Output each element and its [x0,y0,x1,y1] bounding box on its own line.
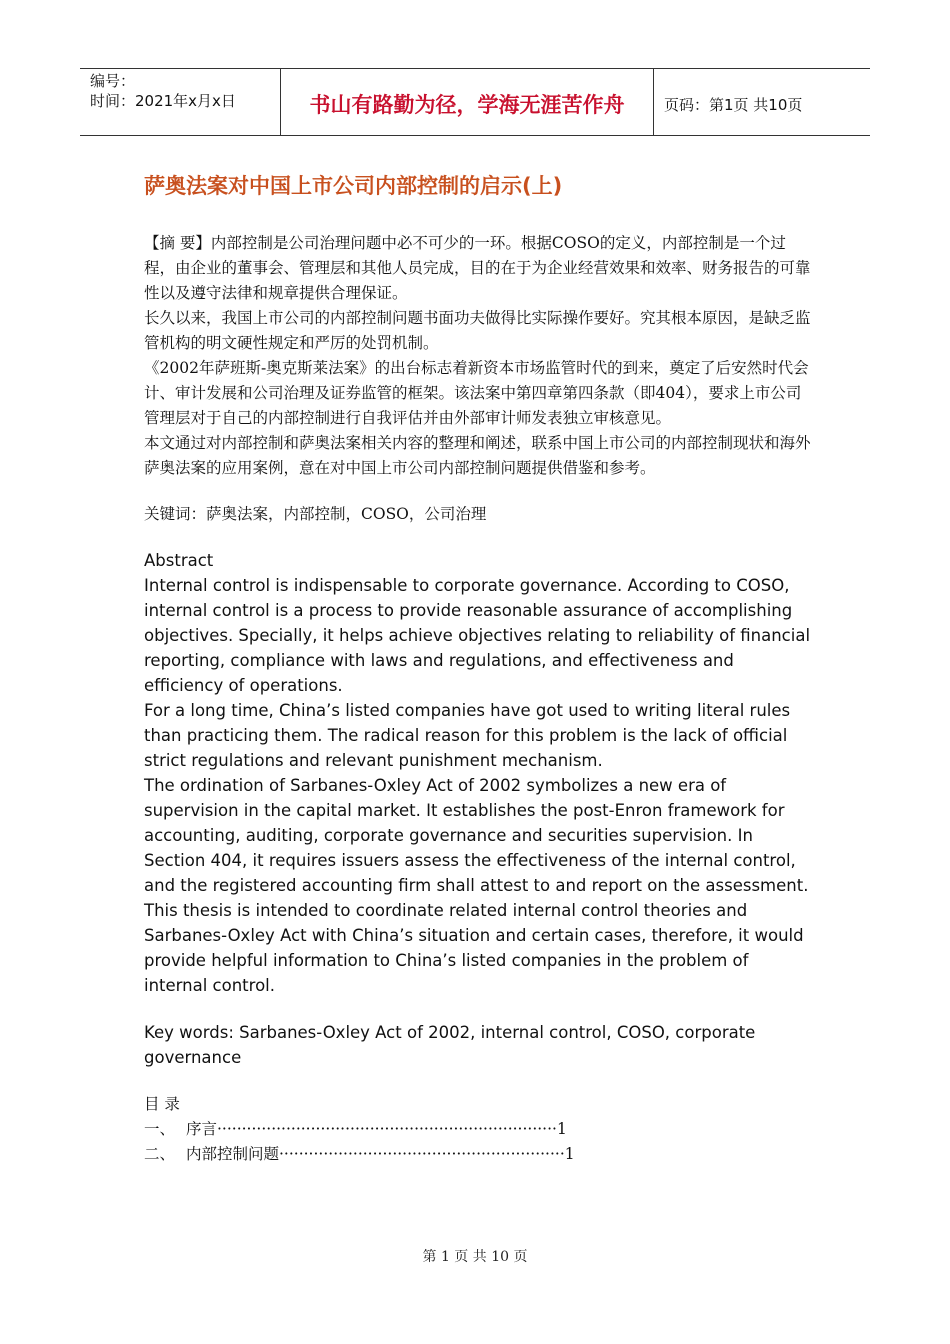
abstract-heading: Abstract [144,551,214,570]
en-paragraph: The ordination of Sarbanes-Oxley Act of 2002 symbolizes a new era of supervision in the capital market. It establishes the post-Enron framework for accounting, auditing, corporate governance and securities supervision. In Section 404, it requires issuers assess the effectiveness of the internal control, and the registered accounting firm shall attest to and report on the assessment. [144,776,809,895]
header-page-label: 页码：第1页 共10页 [664,95,803,114]
en-paragraph: Internal control is indispensable to corporate governance. According to COSO, internal control is a process to provide reasonable assurance of accomplishing objectives. Specially, it helps achieve objectives relating to reliability of financial reporting, compliance with laws and regulations, and effectiveness and efficiency of operations. [144,576,811,695]
toc-item-text: 内部控制问题··························································1 [186,1145,575,1163]
toc-item-text: 序言·····································································1 [186,1120,567,1138]
en-paragraph: This thesis is intended to coordinate related internal control theories and Sarbanes-Oxley Act with China’s situation and certain cases, therefore, it would provide helpful information to China’s listed companies in the problem of internal control. [144,901,804,995]
header-meta [80,69,281,135]
spacer [144,481,812,502]
spacer [144,998,812,1020]
toc-item-number: 一、 [144,1120,176,1138]
cn-paragraph: 《2002年萨班斯-奥克斯莱法案》的出台标志着新资本市场监管时代的到来，奠定了后安然时代会计、审计发展和公司治理及证券监管的框架。该法案中第四章第四条款（即404），要求上市公司管理层对于自己的内部控制进行自我评估并由外部审计师发表独立审核意见。 [144,359,809,427]
cn-paragraph: 长久以来，我国上市公司的内部控制问题书面功夫做得比实际操作要好。究其根本原因，是缺乏监管机构的明文硬性规定和严厉的处罚机制。 [144,309,811,352]
spacer [144,527,812,548]
toc-heading: 目 录 [144,1095,180,1113]
header-motto: 书山有路勤为径，学海无涯苦作舟 [281,69,654,135]
cn-keywords: 关键词：萨奥法案，内部控制，COSO，公司治理 [144,505,487,523]
spacer [144,1070,812,1092]
document-body [144,231,812,1167]
toc-item-number: 二、 [144,1145,176,1163]
toc-item[interactable] [144,1117,812,1142]
en-paragraph: For a long time, China’s listed companies have got used to writing literal rules than practicing them. The radical reason for this problem is the lack of official strict regulations and relevant punishment mechanism. [144,701,791,770]
document-number-label: 编号： [90,72,136,90]
document-title: 萨奥法案对中国上市公司内部控制的启示(上) [144,174,563,198]
document-date-label: 时间：2021年x月x日 [90,92,236,110]
cn-abstract-paragraph: 【摘 要】内部控制是公司治理问题中必不可少的一环。根据COSO的定义，内部控制是一个过程，由企业的董事会、管理层和其他人员完成，目的在于为企业经营效果和效率、财务报告的可靠性以及遵守法律和规章提供合理保证。 [144,234,811,302]
en-keywords: Key words: Sarbanes-Oxley Act of 2002, internal control, COSO, corporate governance [144,1023,756,1067]
page-header [80,68,870,136]
cn-paragraph: 本文通过对内部控制和萨奥法案相关内容的整理和阐述，联系中国上市公司的内部控制现状和海外萨奥法案的应用案例，意在对中国上市公司内部控制问题提供借鉴和参考。 [144,434,811,477]
toc-item[interactable] [144,1142,812,1167]
page-footer: 第 1 页 共 10 页 [422,1249,528,1265]
